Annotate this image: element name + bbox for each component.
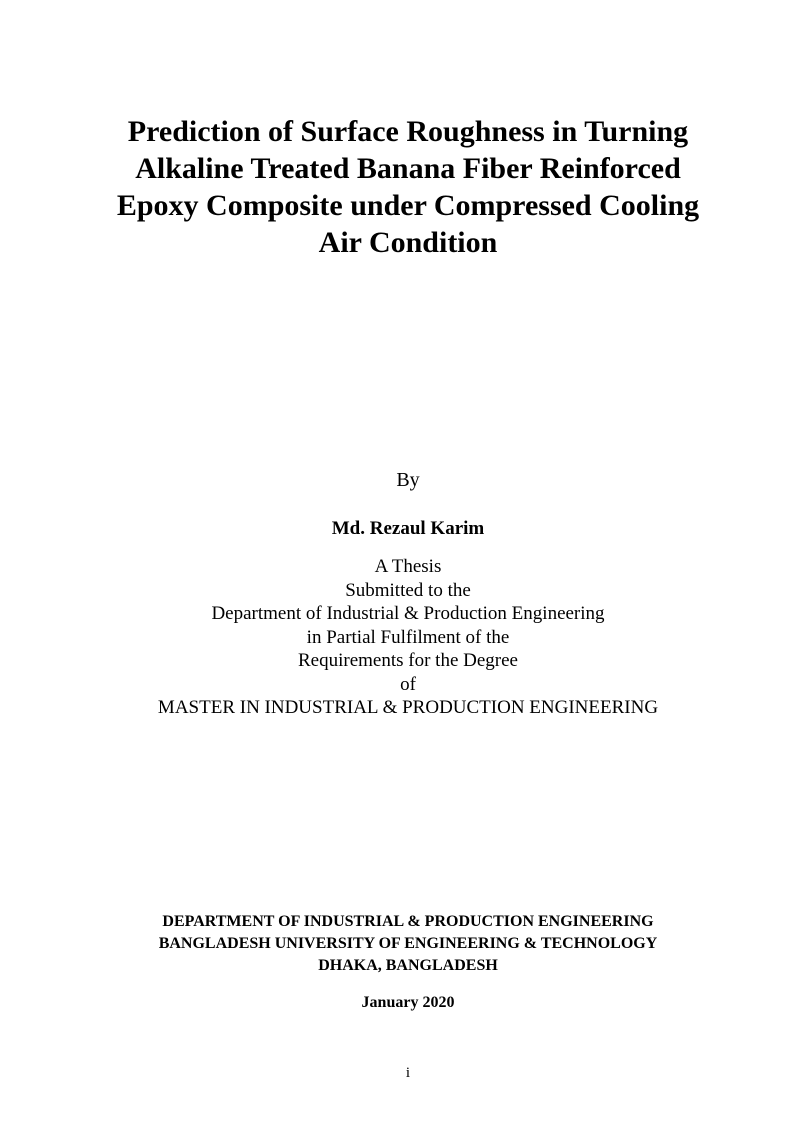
location: DHAKA, BANGLADESH — [318, 957, 498, 974]
page-number: i — [405, 1065, 411, 1081]
thesis-line-5: Requirements for the Degree — [298, 650, 518, 671]
department-name: DEPARTMENT OF INDUSTRIAL & PRODUCTION ENGINEERING — [162, 913, 654, 930]
thesis-statement — [0, 555, 800, 720]
thesis-line-4: in Partial Fulfilment of the — [306, 626, 510, 648]
title-line-3: Epoxy Composite under Compressed Cooling — [116, 189, 700, 222]
university-name: BANGLADESH UNIVERSITY OF ENGINEERING & TECHNOLOGY — [158, 935, 658, 952]
degree-name: MASTER IN INDUSTRIAL & PRODUCTION ENGINEERING — [157, 697, 659, 718]
thesis-line-2: Submitted to the — [345, 579, 471, 601]
thesis-line-1: A Thesis — [374, 556, 442, 577]
thesis-line-6: of — [400, 673, 416, 695]
thesis-title — [80, 113, 736, 261]
thesis-line-3: Department of Industrial & Production Engineering — [211, 603, 605, 624]
institution — [0, 911, 800, 977]
submission-date: January 2020 — [361, 994, 455, 1011]
author-name: Md. Rezaul Karim — [331, 518, 485, 539]
title-line-1: Prediction of Surface Roughness in Turning — [127, 115, 689, 148]
title-line-4: Air Condition — [318, 226, 498, 259]
by-label: By — [396, 469, 420, 491]
title-line-2: Alkaline Treated Banana Fiber Reinforced — [135, 152, 681, 185]
